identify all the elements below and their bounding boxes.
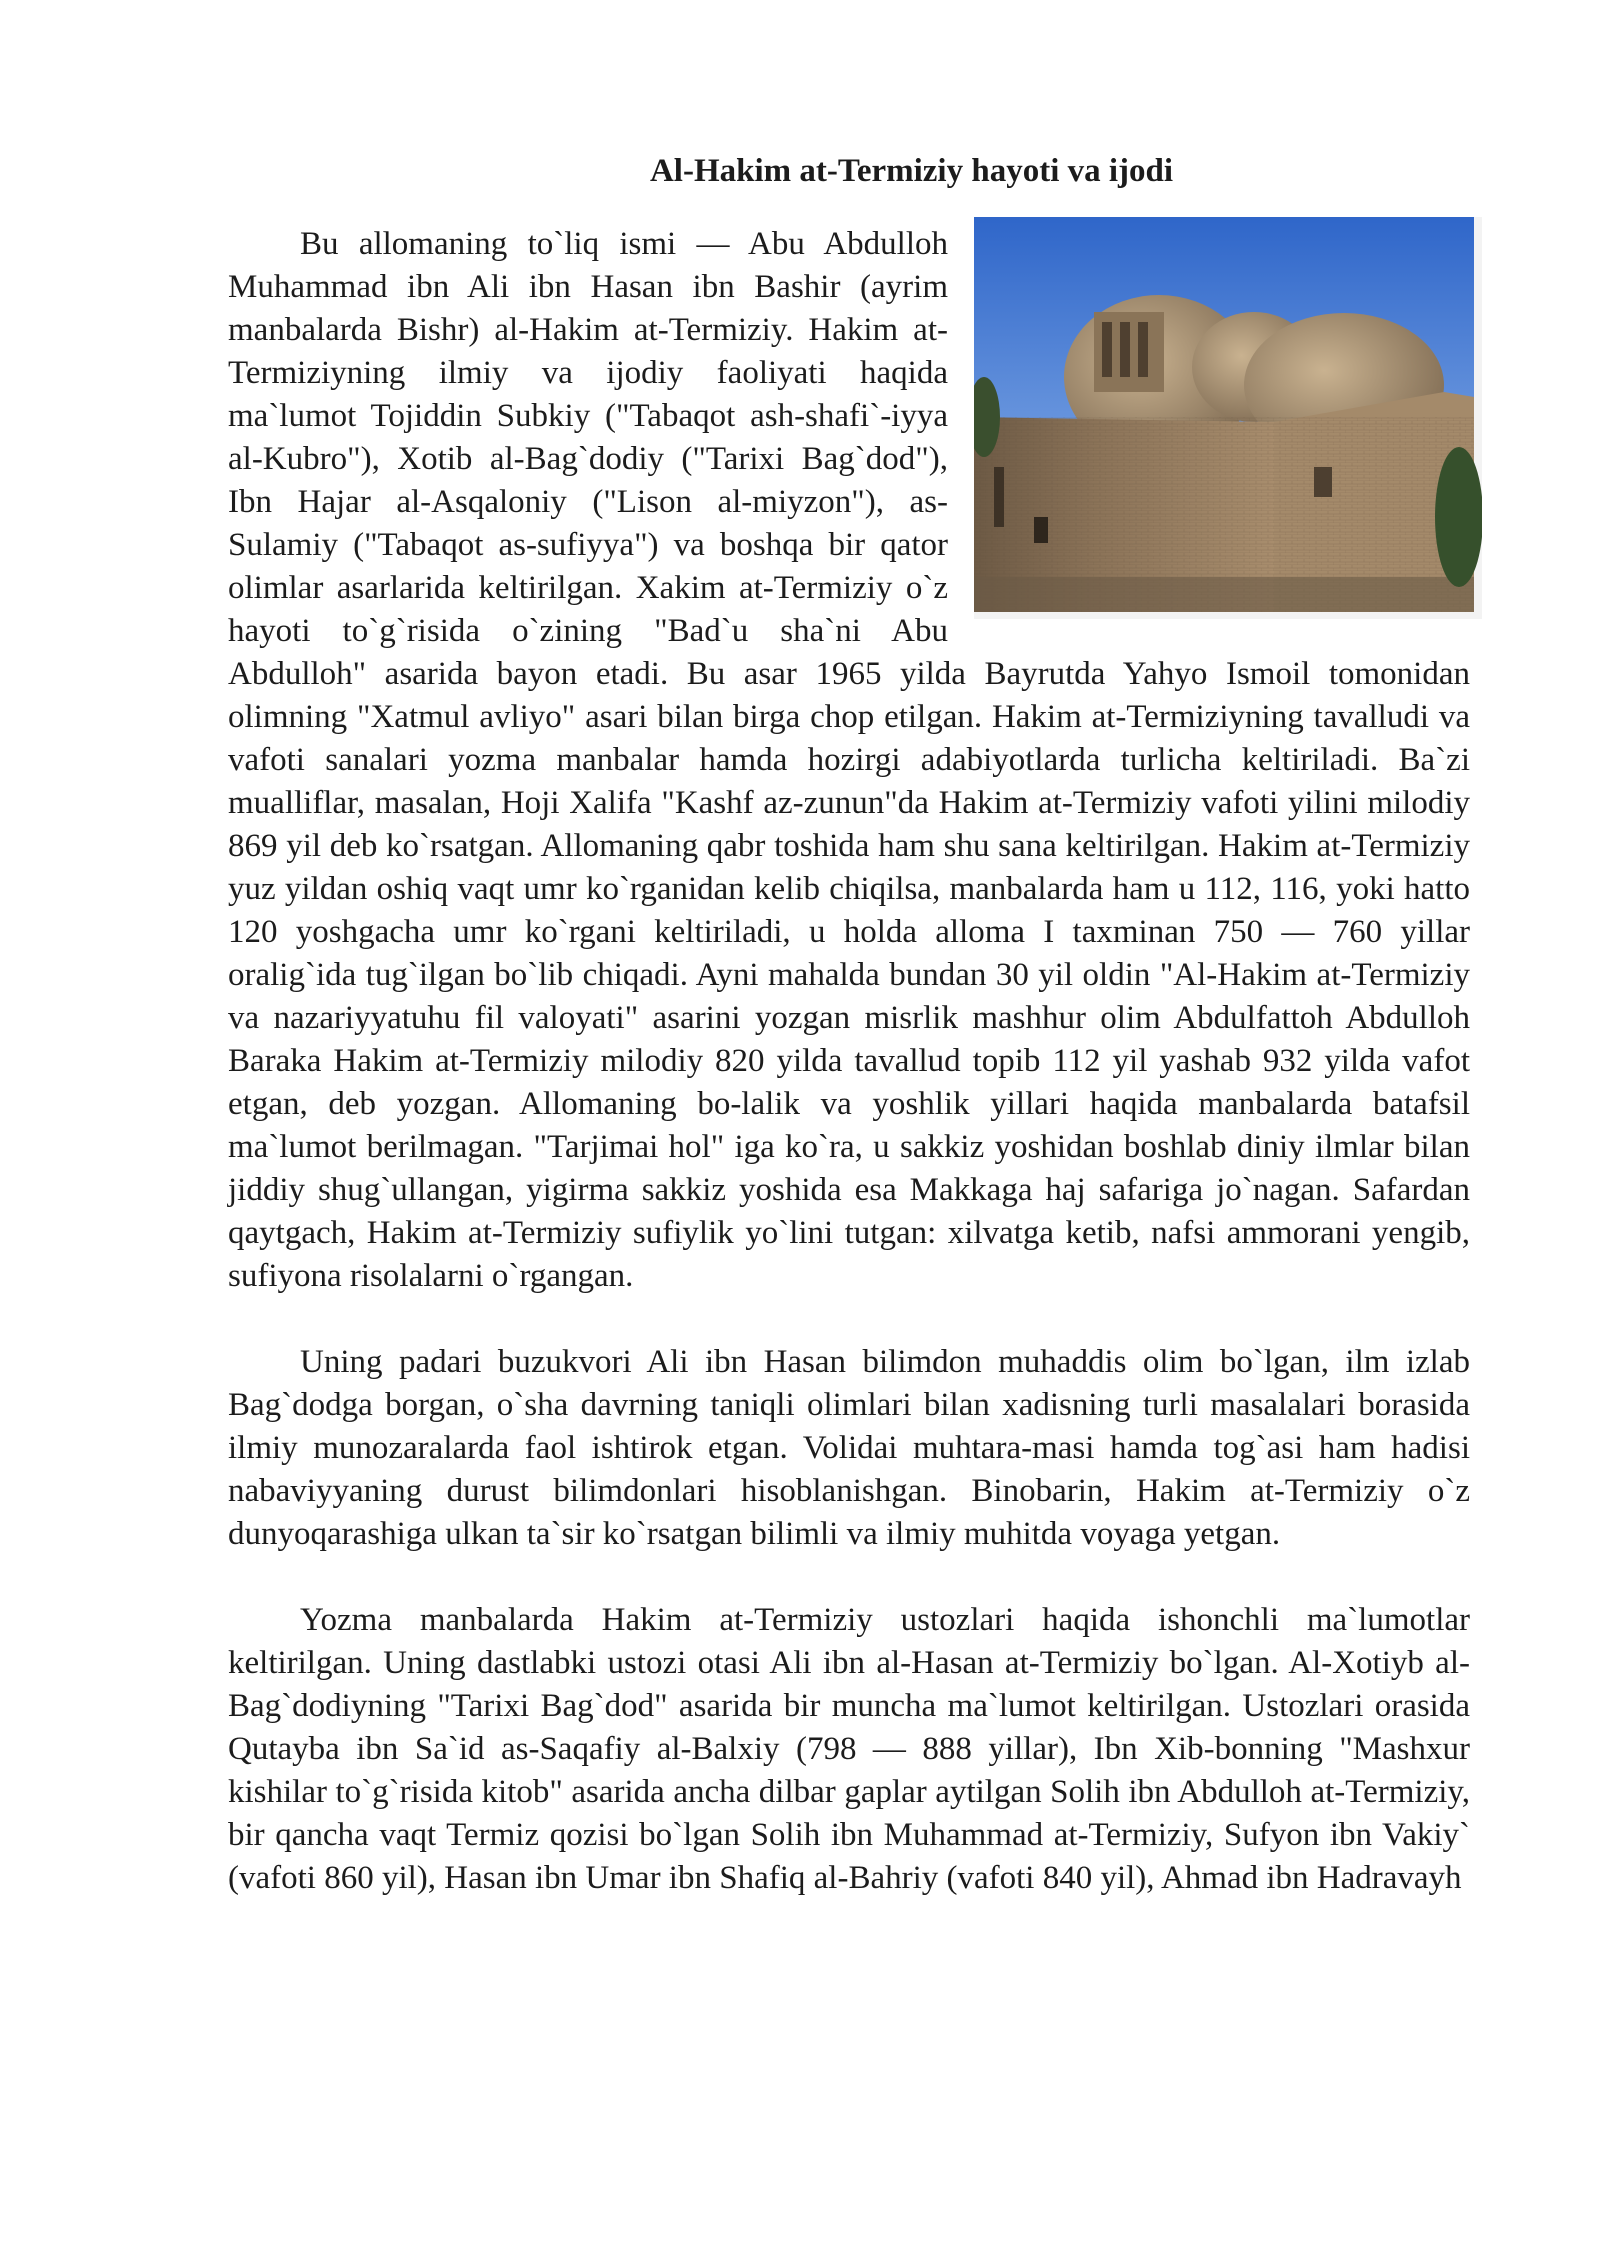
paragraph-2: Uning padari buzukvori Ali ibn Hasan bilimdon muhaddis olim bo`lgan, ilm izlab Bag`dodga borgan, o`sha davrning taniqli olimlari bilan xadisning turli masalalari borasida ilmiy munozaralarda faol ishtirok etgan. Volidai muhtara-masi hamda tog`asi ham hadisi nabaviyyaning durust bilimdonlari hisoblanishgan. Binobarin, Hakim at-Termiziy o`z dunyoqarashiga ulkan ta`sir ko`rsatgan bilimli va ilmiy muhitda voyaga yetgan. (228, 1344, 1470, 1552)
paragraph-3: Yozma manbalarda Hakim at-Termiziy ustozlari haqida ishonchli ma`lumotlar keltirilgan. Uning dastlabki ustozi otasi Ali ibn al-Hasan at-Termiziy bo`lgan. Al-Xotiyb al-Bag`dodiyning "Tarixi Bag`dod" asarida bir muncha ma`lumot keltirilgan. Ustozlari orasida Qutayba ibn Sa`id as-Saqafiy al-Balxiy (798 — 888 yillar), Ibn Xib-bonning "Mashxur kishilar to`g`risida kitob" asarida ancha dilbar gaplar aytilgan Solih ibn Abdulloh at-Termiziy, bir qancha vaqt Termiz qozisi bo`lgan Solih ibn Muhammad at-Termiziy, Sufyon ibn Vakiy` (vafoti 860 yil), Hasan ibn Umar ibn Shafiq al-Bahriy (vafoti 840 yil), Ahmad ibn Hadravayh (228, 1602, 1470, 1896)
mausoleum-image (974, 217, 1482, 619)
document-page (228, 150, 1470, 1900)
mausoleum-photo (974, 217, 1482, 619)
paragraph-1: Bu allomaning to`liq ismi — Abu Abdulloh Muhammad ibn Ali ibn Hasan ibn Bashir (ayrim manbalarda Bishr) al-Hakim at-Termiziy. Hakim at-Termiziyning ilmiy va ijodiy faoliyati haqida ma`lumot Tojiddin Subkiy ("Tabaqot ash-shafi`-iyya al-Kubro"), Xotib al-Bag`dodiy ("Tarixi Bag`dod"), Ibn Hajar al-Asqaloniy ("Lison al-miyzon"), as-Sulamiy ("Tabaqot as-sufiyya") va boshqa bir qator olimlar asarlarida keltirilgan. Xakim at-Termiziy o`z hayoti to`g`risida o`zining "Bad`u sha`ni Abu Abdulloh" asarida bayon etadi. Bu asar 1965 yilda Bayrutda Yahyo Ismoil tomonidan olimning "Xatmul avliyo" asari bilan birga chop etilgan. Hakim at-Termiziyning tavalludi va vafoti sanalari yozma manbalar hamda hozirgi adabiyotlarda turlicha keltiriladi. Ba`zi mualliflar, masalan, Hoji Xalifa "Kashf az-zunun"da Hakim at-Termiziy vafoti yilini milodiy 869 yil deb ko`rsatgan. Allomaning qabr toshida ham shu sana keltirilgan. Hakim at-Termiziy yuz yildan oshiq vaqt umr ko`rganidan kelib chiqilsa, manbalarda ham u 112, 116, yoki hatto 120 yoshgacha umr ko`rgani keltiriladi, u holda alloma I taxminan 750 — 760 yillar oralig`ida tug`ilgan bo`lib chiqadi. Ayni mahalda bundan 30 yil oldin "Al-Hakim at-Termiziy va nazariyyatuhu fil valoyati" asarini yozgan misrlik mashhur olim Abdulfattoh Abdulloh Baraka Hakim at-Termiziy milodiy 820 yilda tavallud topib 112 yil yashab 932 yilda vafot etgan, deb yozgan. Allomaning bo-lalik va yoshlik yillari haqida manbalarda batafsil ma`lumot berilmagan. "Tarjimai hol" iga ko`ra, u sakkiz yoshidan boshlab diniy ilmlar bilan jiddiy shug`ullangan, yigirma sakkiz yoshida esa Makkaga haj safariga jo`nagan. Safardan qaytgach, Hakim at-Termiziy sufiylik yo`lini tutgan: xilvatga ketib, nafsi ammorani yengib, sufiyona risolalarni o`rgangan. (228, 226, 1470, 1294)
document-title: Al-Hakim at-Termiziy hayoti va ijodi (649, 153, 1174, 189)
